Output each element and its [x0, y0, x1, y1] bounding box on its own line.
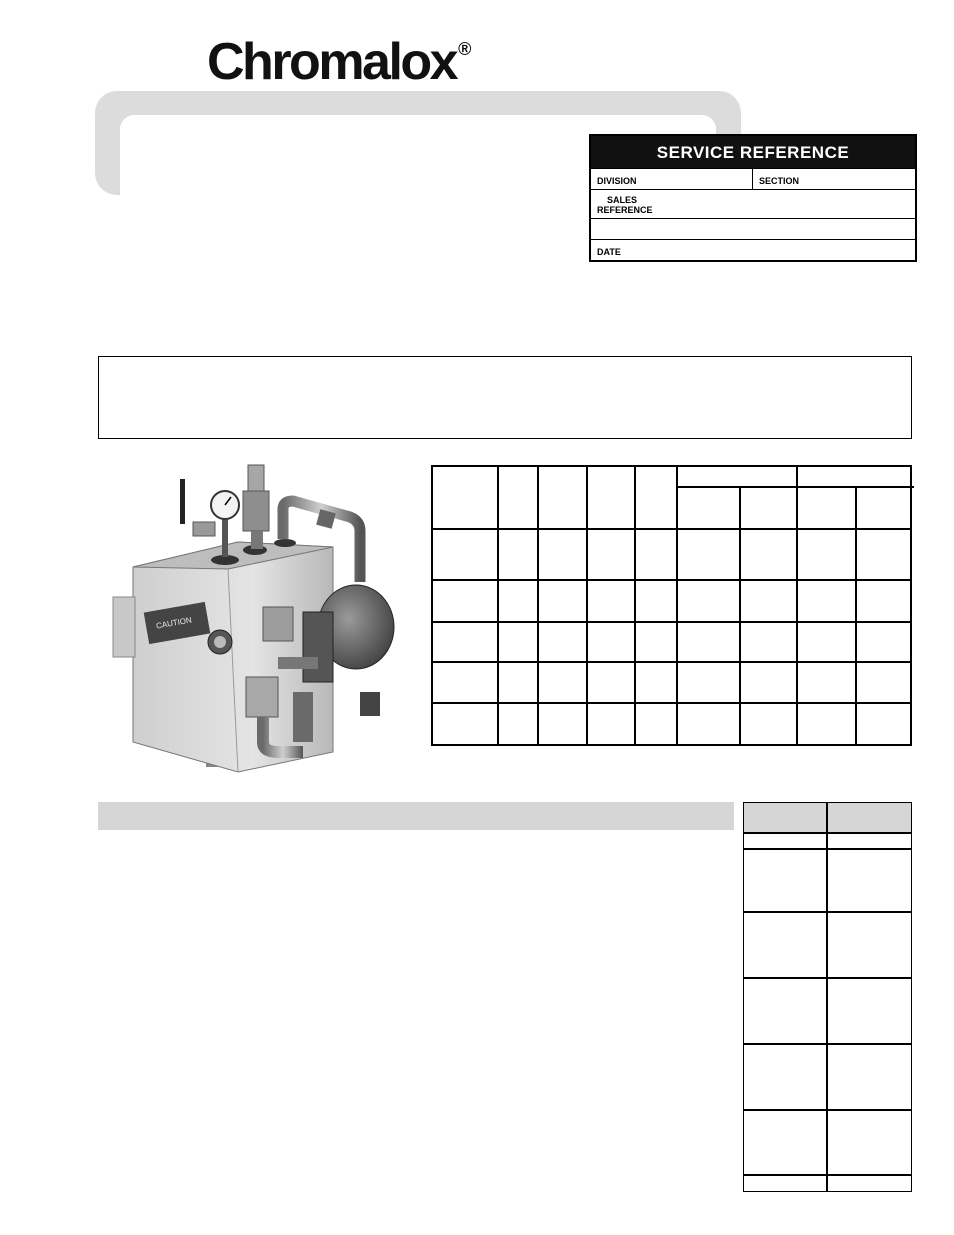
side-table-row-line [744, 911, 911, 913]
sales-reference-row [591, 189, 915, 218]
section-heading-band [98, 802, 734, 830]
spec-header-line [433, 528, 910, 530]
side-table-row-line [744, 832, 911, 834]
spec-table [431, 465, 912, 746]
reference-label: REFERENCE [597, 205, 653, 215]
brand-name: Chromalox [207, 33, 457, 91]
product-photo [98, 447, 418, 797]
side-table-row-line [744, 1043, 911, 1045]
spec-row-line [433, 579, 910, 581]
steam-boiler-illustration [98, 447, 418, 797]
caution-label: CAUTION [155, 615, 193, 631]
spec-row-line [433, 661, 910, 663]
service-reference-title: SERVICE REFERENCE [591, 136, 915, 168]
date-label: DATE [597, 247, 621, 257]
spec-col-line [586, 467, 588, 744]
sales-reference-label [597, 195, 653, 215]
spec-col-line [537, 467, 539, 744]
brand-logo [207, 33, 472, 91]
spec-row-line [433, 621, 910, 623]
side-table-row-line [744, 977, 911, 979]
blank-row [591, 218, 915, 239]
spec-col-line [497, 467, 499, 744]
division-label: DIVISION [597, 176, 637, 186]
division-section-row [591, 168, 915, 189]
side-table-row-line [744, 1109, 911, 1111]
spec-col-line [739, 486, 741, 744]
side-table-row-line [744, 1174, 911, 1176]
service-reference-box [589, 134, 917, 262]
section-label: SECTION [759, 176, 800, 186]
date-row [591, 239, 915, 260]
registered-mark: ® [458, 39, 472, 59]
side-table-col-line [826, 803, 828, 1191]
spec-col-line [855, 486, 857, 744]
side-table-header [744, 803, 911, 833]
sales-label: SALES [607, 195, 638, 205]
row-divider [752, 169, 753, 189]
side-table [743, 802, 912, 1192]
notice-box [98, 356, 912, 439]
spec-col-line [676, 467, 678, 744]
spec-col-line [634, 467, 636, 744]
side-table-row-line [744, 848, 911, 850]
spec-col-line [796, 467, 798, 744]
spec-row-line [433, 702, 910, 704]
